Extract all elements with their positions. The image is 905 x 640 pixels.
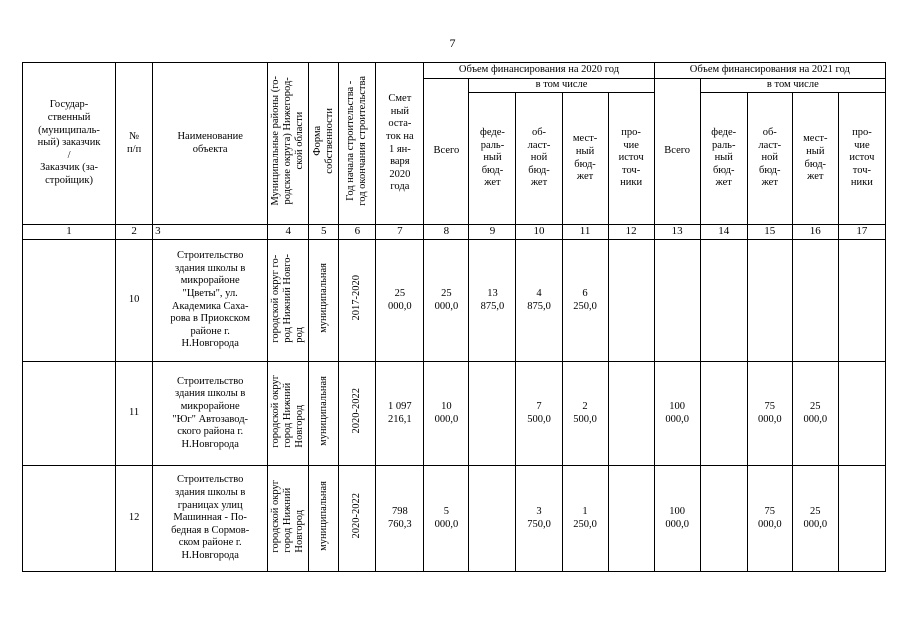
- column-number: 11: [562, 225, 608, 240]
- cell-regional-2020: 3 750,0: [516, 466, 562, 572]
- page-number: 7: [449, 36, 456, 50]
- cell-local-2021: [792, 240, 838, 362]
- header-estimate: Смет ный оста- ток на 1 ян- варя 2020 года: [376, 63, 424, 225]
- cell-local-2020: 6 250,0: [562, 240, 608, 362]
- cell-total-2020: 10 000,0: [424, 362, 469, 466]
- header-fin-2021: Объем финансирования на 2021 год: [654, 63, 885, 79]
- header-local-2020: мест- ный бюд- жет: [562, 93, 608, 225]
- header-name: Наименование объекта: [153, 63, 268, 225]
- column-number: 8: [424, 225, 469, 240]
- table-row: [23, 240, 886, 362]
- cell-num: 12: [116, 466, 153, 572]
- header-customer: Государ- ственный (муниципаль- ный) заказчик / Заказчик (за- стройщик): [23, 63, 116, 225]
- cell-total-2021: 100 000,0: [654, 362, 700, 466]
- column-number: 9: [469, 225, 516, 240]
- header-regional-2021: об- ласт- ной бюд- жет: [747, 93, 792, 225]
- cell-federal-2020: [469, 466, 516, 572]
- cell-federal-2021: [700, 466, 747, 572]
- table-row: [23, 362, 886, 466]
- cell-local-2021: 25 000,0: [792, 362, 838, 466]
- cell-estimate: 1 097 216,1: [376, 362, 424, 466]
- cell-other-2021: [838, 240, 885, 362]
- cell-district: городской округ го- род Нижний Новго- род: [268, 240, 309, 362]
- column-number: 12: [608, 225, 654, 240]
- cell-other-2021: [838, 466, 885, 572]
- cell-regional-2021: 75 000,0: [747, 362, 792, 466]
- cell-local-2020: 2 500,0: [562, 362, 608, 466]
- column-number: 2: [116, 225, 153, 240]
- table-row: [23, 466, 886, 572]
- cell-customer: [23, 466, 116, 572]
- cell-ownership: муниципальная: [309, 362, 339, 466]
- header-including-2020: в том числе: [469, 79, 654, 93]
- cell-local-2021: 25 000,0: [792, 466, 838, 572]
- column-number: 10: [516, 225, 562, 240]
- header-districts: Муниципальные районы (го- родские округа) Нижегород- ской области: [268, 63, 309, 225]
- cell-other-2021: [838, 362, 885, 466]
- header-other-2020: про- чие источ точ- ники: [608, 93, 654, 225]
- column-number: 7: [376, 225, 424, 240]
- cell-other-2020: [608, 362, 654, 466]
- header-other-2021: про- чие источ точ- ники: [838, 93, 885, 225]
- column-number: 4: [268, 225, 309, 240]
- header-total-2021: Всего: [654, 79, 700, 225]
- cell-num: 10: [116, 240, 153, 362]
- cell-object-name: Строительство здания школы в микрорайоне "Цветы", ул. Академика Саха- рова в Приокском районе г. Н.Новгорода: [153, 240, 268, 362]
- column-number: 17: [838, 225, 885, 240]
- column-number: 15: [747, 225, 792, 240]
- column-number: 14: [700, 225, 747, 240]
- header-num: № п/п: [116, 63, 153, 225]
- header-federal-2021: феде- раль- ный бюд- жет: [700, 93, 747, 225]
- cell-years: 2017-2020: [339, 240, 376, 362]
- cell-customer: [23, 362, 116, 466]
- cell-regional-2021: [747, 240, 792, 362]
- column-number: 6: [339, 225, 376, 240]
- cell-object-name: Строительство здания школы в границах улиц Машинная - По- бедная в Сормов- ском районе г. Н.Новгорода: [153, 466, 268, 572]
- cell-customer: [23, 240, 116, 362]
- column-number: 13: [654, 225, 700, 240]
- cell-estimate: 25 000,0: [376, 240, 424, 362]
- header-ownership: Форма собственности: [309, 63, 339, 225]
- cell-years: 2020-2022: [339, 362, 376, 466]
- cell-regional-2021: 75 000,0: [747, 466, 792, 572]
- cell-other-2020: [608, 466, 654, 572]
- cell-total-2020: 5 000,0: [424, 466, 469, 572]
- cell-federal-2020: [469, 362, 516, 466]
- header-local-2021: мест- ный бюд- жет: [792, 93, 838, 225]
- cell-object-name: Строительство здания школы в микрорайоне "Юг" Автозавод- ского района г. Н.Новгорода: [153, 362, 268, 466]
- cell-federal-2021: [700, 240, 747, 362]
- cell-local-2020: 1 250,0: [562, 466, 608, 572]
- cell-federal-2020: 13 875,0: [469, 240, 516, 362]
- column-number: 3: [153, 225, 268, 240]
- cell-years: 2020-2022: [339, 466, 376, 572]
- header-years: Год начала строительства - год окончания строительства: [339, 63, 376, 225]
- cell-total-2021: 100 000,0: [654, 466, 700, 572]
- cell-ownership: муниципальная: [309, 466, 339, 572]
- header-total-2020: Всего: [424, 79, 469, 225]
- cell-federal-2021: [700, 362, 747, 466]
- cell-district: городской округ город Нижний Новгород: [268, 466, 309, 572]
- cell-regional-2020: 7 500,0: [516, 362, 562, 466]
- column-number: 16: [792, 225, 838, 240]
- column-numbers-row: [23, 225, 886, 240]
- header-regional-2020: об- ласт- ной бюд- жет: [516, 93, 562, 225]
- column-number: 1: [23, 225, 116, 240]
- cell-district: городской округ город Нижний Новгород: [268, 362, 309, 466]
- cell-num: 11: [116, 362, 153, 466]
- header-fin-2020: Объем финансирования на 2020 год: [424, 63, 654, 79]
- header-federal-2020: федe- раль- ный бюд- жет: [469, 93, 516, 225]
- financing-table: [22, 62, 886, 572]
- cell-ownership: муниципальная: [309, 240, 339, 362]
- cell-other-2020: [608, 240, 654, 362]
- cell-estimate: 798 760,3: [376, 466, 424, 572]
- cell-total-2020: 25 000,0: [424, 240, 469, 362]
- column-number: 5: [309, 225, 339, 240]
- cell-regional-2020: 4 875,0: [516, 240, 562, 362]
- cell-total-2021: [654, 240, 700, 362]
- header-including-2021: в том числе: [700, 79, 885, 93]
